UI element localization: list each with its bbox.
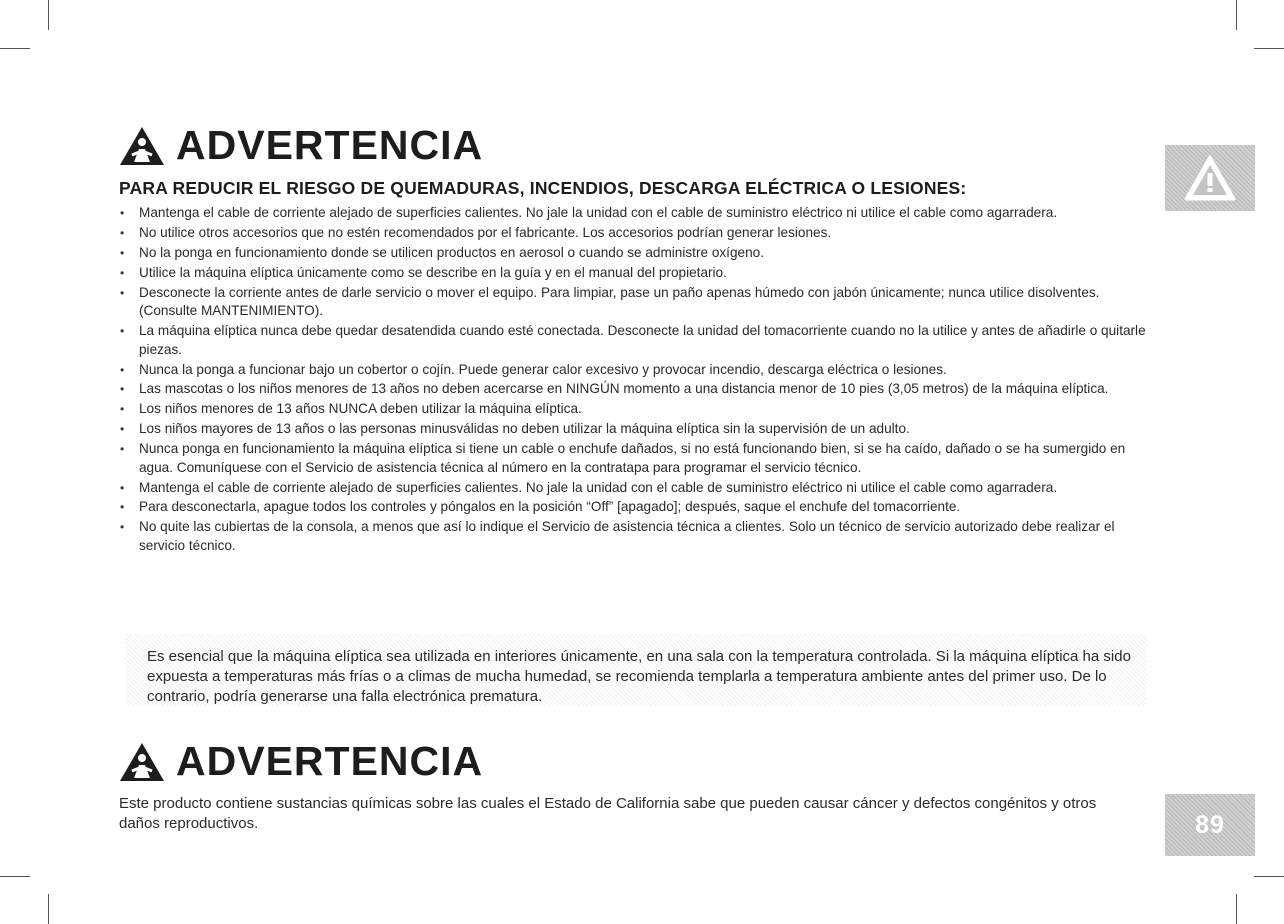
list-item: • Los niños menores de 13 años NUNCA deben utilizar la máquina elíptica. <box>117 400 1147 419</box>
list-item: • Utilice la máquina elíptica únicamente como se describe en la guía y en el manual del propietario. <box>117 264 1147 283</box>
side-tab-warning <box>1165 145 1255 211</box>
exclamation-triangle-icon <box>1183 154 1237 202</box>
side-tab-page-number <box>1165 794 1255 856</box>
crop-mark <box>1254 48 1284 49</box>
crop-mark <box>1236 0 1237 30</box>
list-item: • Mantenga el cable de corriente alejado de superficies calientes. No jale la unidad con el cable de suministro eléctrico ni utilice el cable como agarradera. <box>117 479 1147 498</box>
warning-subheading: PARA REDUCIR EL RIESGO DE QUEMADURAS, INCENDIOS, DESCARGA ELÉCTRICA O LESIONES: <box>119 178 967 198</box>
crop-mark <box>0 876 30 877</box>
page-number: 89 <box>1195 810 1225 839</box>
list-item: • Nunca la ponga a funcionar bajo un cobertor o cojín. Puede generar calor excesivo y provocar incendio, descarga eléctrica o lesiones. <box>117 361 1147 380</box>
indoor-use-notice <box>125 634 1147 706</box>
notice-text: Es esencial que la máquina elíptica sea utilizada en interiores únicamente, en una sala con la temperatura controlada. Si la máquina elíptica ha sido expuesta a temperaturas más frías o a climas de mucha humedad, se recomienda templarla a temperatura ambiente antes del primer uso. De lo contrario, podría generarse una falla electrónica prematura. <box>147 648 1131 705</box>
list-item: • Para desconectarla, apague todos los controles y póngalos en la posición “Off” [apagado]; después, saque el enchufe del tomacorriente. <box>117 498 1147 517</box>
warning-heading <box>118 122 483 169</box>
list-item: • No utilice otros accesorios que no estén recomendados por el fabricante. Los accesorios podrían generar lesiones. <box>117 224 1147 243</box>
list-item: • No quite las cubiertas de la consola, a menos que así lo indique el Servicio de asistencia técnica a clientes. Solo un técnico de servicio autorizado debe realizar el servicio técnico. <box>117 518 1147 555</box>
warning-list <box>117 204 1147 557</box>
california-warning-text: Este producto contiene sustancias químicas sobre las cuales el Estado de California sabe que pueden causar cáncer y defectos congénitos y otros daños reproductivos. <box>119 795 1097 832</box>
warning-title: ADVERTENCIA <box>176 122 484 168</box>
list-item: • No la ponga en funcionamiento donde se utilicen productos en aerosol o cuando se administre oxígeno. <box>117 244 1147 263</box>
crop-mark <box>48 0 49 30</box>
list-item: • Desconecte la corriente antes de darle servicio o mover el equipo. Para limpiar, pase un paño apenas húmedo con jabón únicamente; nunca utilice disolventes. (Consulte MANTENIMIENTO). <box>117 284 1147 321</box>
warning-title: ADVERTENCIA <box>176 738 484 784</box>
warning-heading-california <box>118 738 483 785</box>
warning-triangle-icon <box>118 741 166 783</box>
list-item: • La máquina elíptica nunca debe quedar desatendida cuando esté conectada. Desconecte la unidad del tomacorriente cuando no la utilice y antes de añadirle o quitarle piezas. <box>117 322 1147 359</box>
list-item: • Mantenga el cable de corriente alejado de superficies calientes. No jale la unidad con el cable de suministro eléctrico ni utilice el cable como agarradera. <box>117 204 1147 223</box>
crop-mark <box>1254 876 1284 877</box>
list-item: • Los niños mayores de 13 años o las personas minusválidas no deben utilizar la máquina elíptica sin la supervisión de un adulto. <box>117 420 1147 439</box>
list-item: • Las mascotas o los niños menores de 13 años no deben acercarse en NINGÚN momento a una distancia menor de 10 pies (3,05 metros) de la máquina elíptica. <box>117 380 1147 399</box>
crop-mark <box>0 48 30 49</box>
list-item: • Nunca ponga en funcionamiento la máquina elíptica si tiene un cable o enchufe dañados, si no está funcionando bien, si se ha caído, dañado o se ha sumergido en agua. Comuníquese con el Servicio de asistencia técnica al número en la contratapa para programar el servicio técnico. <box>117 440 1147 477</box>
crop-mark <box>48 894 49 924</box>
warning-triangle-icon <box>118 125 166 167</box>
crop-mark <box>1236 894 1237 924</box>
